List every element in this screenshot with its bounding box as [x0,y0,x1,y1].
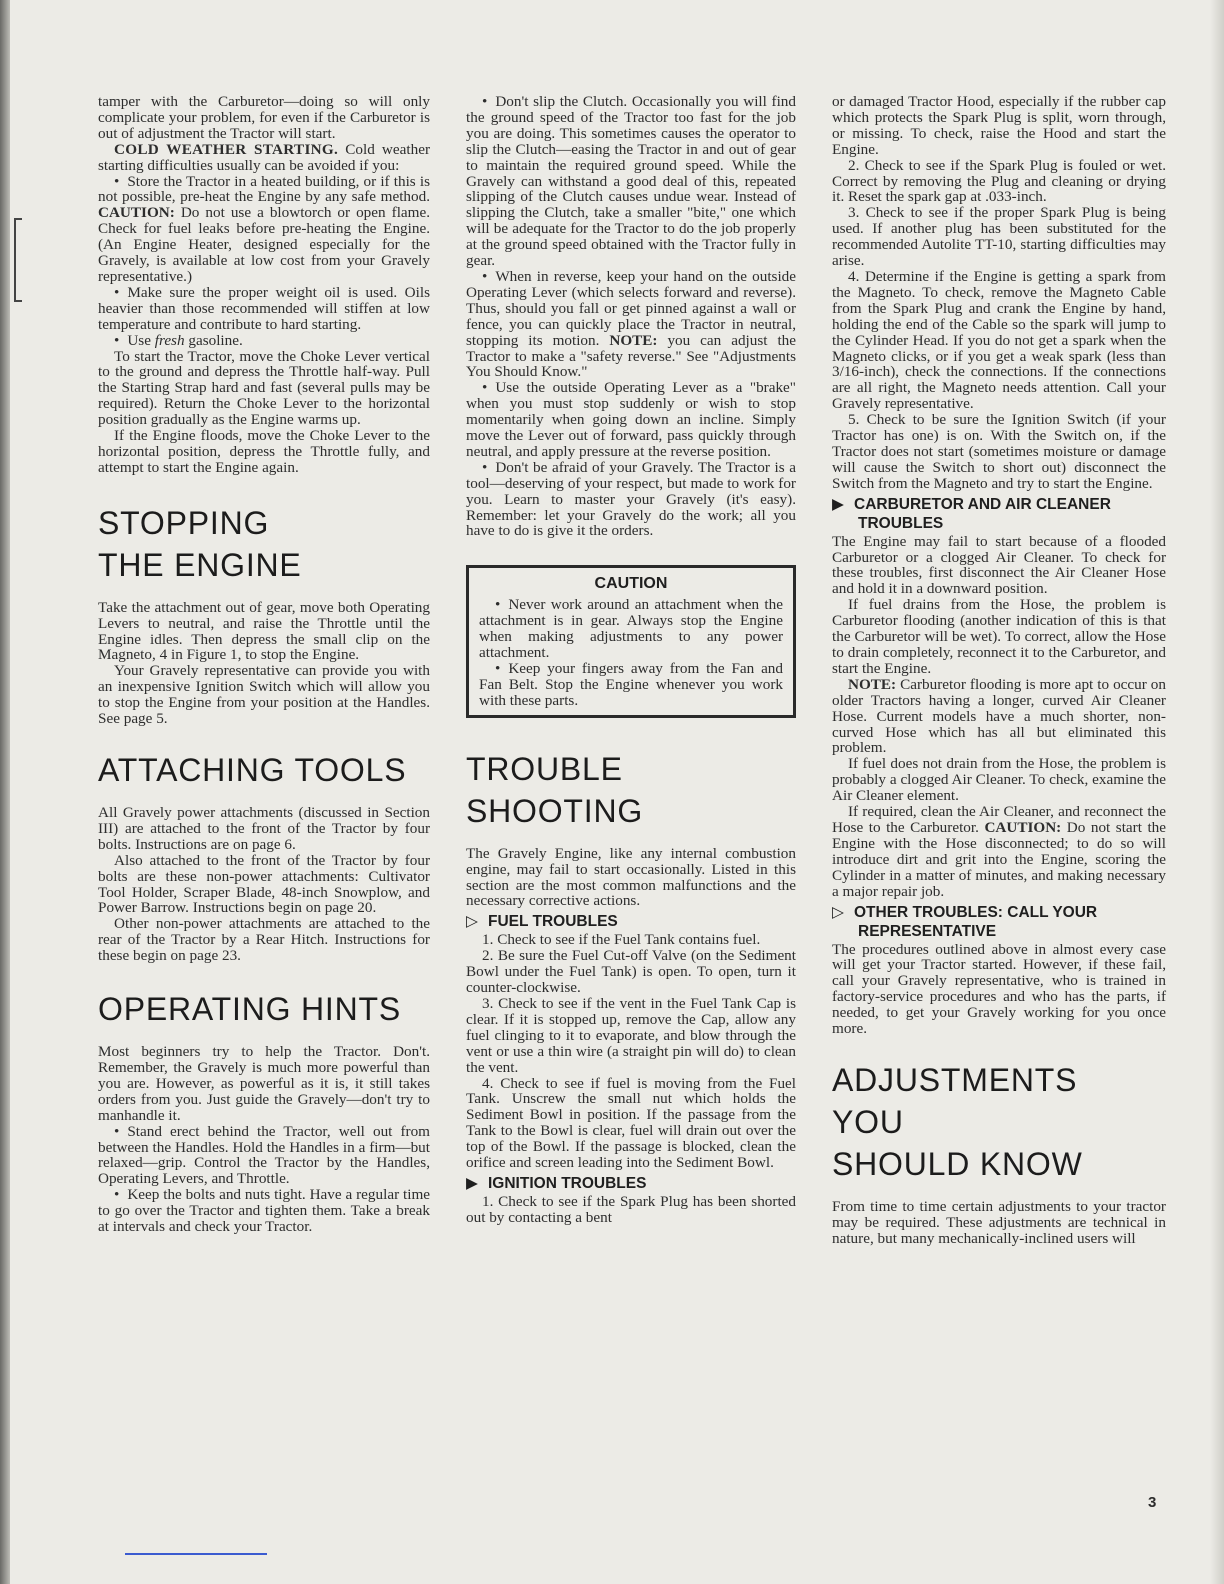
bullet-item: • Use the outside Operating Lever as a "brake" when you must stop suddenly or wish to stop momentarily when going down an incline. Simply move the Lever out of forward, pass quickly through neutral, and apply pressure at the reverse position. [466,379,796,460]
paragraph: or damaged Tractor Hood, especially if the rubber cap which protects the Spark Plug is split, worn through, or missing. To check, raise the Hood and start the Engine. [832,93,1166,158]
arrow-icon: ▷ [466,913,478,931]
caution-box [466,565,796,717]
list-item: 3. Check to see if the proper Spark Plug is being used. If another plug has been substituted for the recommended Autolite TT-10, starting difficulties may arise. [832,204,1166,270]
bottom-rule [125,1553,267,1555]
bullet-item: • When in reverse, keep your hand on the outside Operating Lever (which selects forward and reverse). Thus, should you fall or get pinned against a wall or fence, you can quickly place the Tractor in neutral, stopping its motion. NOTE: you can adjust the Tractor to make a "safety reverse." See "Adjustments You Should Know." [466,267,796,381]
section-heading-adjustments: ADJUSTMENTS YOU SHOULD KNOW [832,1061,1083,1182]
paragraph: Other non-power attachments are attached to the rear of the Tractor by a Rear Hitch. Instructions for these begin on page 23. [98,915,430,965]
paragraph: Your Gravely representative can provide you with an inexpensive Ignition Switch which will allow you to stop the Engine from your position at the Handles. See page 5. [98,662,430,728]
paragraph: If fuel drains from the Hose, the problem is Carburetor flooding (another indication of this is that the Carburetor will be wet). To correct, allow the Hose to drain completely, reconnect it to the Carburetor, and start the Engine. [832,596,1166,677]
list-item: 4. Check to see if fuel is moving from the Fuel Tank. Unscrew the small nut which holds the Sediment Bowl in position. If the passage from the Tank to the Bowl is clear, fuel will drain out over the top of the Bowl. If the passage is blocked, clean the orifice and screen leading into the Sediment Bowl. [466,1074,796,1172]
list-item: 5. Check to be sure the Ignition Switch (if your Tractor has one) is on. With the Switch on, if the Tractor does not start (sometimes moisture or damage will cause the Switch to short out) disconnect the Switch from the Magneto and try to start the Engine. [832,411,1166,492]
list-item: 4. Determine if the Engine is getting a spark from the Magneto. To check, remove the Magneto Cable from the Spark Plug and crank the Engine by hand, holding the end of the Cable so the spark will jump to the Cylinder Head. If you do not get a spark when the Magneto clicks, or if you get a weak spark (less than 3/16-inch), check the connections. If the connections are all right, the Magneto needs attention. Call your Gravely representative. [832,267,1166,413]
column-middle [466,94,796,1226]
bullet-item: • Don't be afraid of your Gravely. The Tractor is a tool—deserving of your respect, but made to work for you. Learn to master your Gravely (it's easy). Remember: let your Gravely do the work; all you have to do is give it the orders. [466,458,796,540]
paragraph: The procedures outlined above in almost every case will get your Tractor started. However, if these fail, call your Gravely representative, who is trained in factory-service procedures and who has the parts, if needed, to get your Gravely working for you once more. [832,940,1166,1038]
subheading-carburetor: ▶ CARBURETOR AND AIR CLEANER TROUBLES [832,495,1111,532]
list-item: 1. Check to see if the Spark Plug has been shorted out by contacting a bent [466,1192,796,1226]
bullet-item: • Make sure the proper weight oil is used. Oils heavier than those recommended will stiffen at low temperature and contribute to hard starting. [98,283,430,333]
inline-heading: COLD WEATHER STARTING. [114,140,339,158]
section-heading-trouble: TROUBLE SHOOTING [466,750,644,829]
bullet-item: • Keep the bolts and nuts tight. Have a regular time to go over the Tractor and tighten them. Take a break at intervals and check your Tractor. [98,1186,430,1236]
arrow-icon: ▷ [832,903,844,921]
subheading-fuel: ▷ FUEL TROUBLES [466,913,618,931]
page-edge-right [1210,0,1224,1584]
list-item: 1. Check to see if the Fuel Tank contains fuel. [482,931,761,949]
page-edge-shadow [0,0,10,1584]
section-heading-attaching: ATTACHING TOOLS [98,752,407,788]
paragraph: If fuel does not drain from the Hose, the problem is probably a clogged Air Cleaner. To check, examine the Air Cleaner element. [832,755,1166,805]
bullet-item: • Don't slip the Clutch. Occasionally you will find the ground speed of the Tractor too fast for the job you are doing. This sometimes causes the operator to slip the Clutch—easing the Tractor in and out of gear to maintain the required ground speed. While the Gravely can withstand a good deal of this, repeated slipping of the Clutch causes undue wear. Instead of slipping the Clutch, take a smaller "bite," one which will be adequate for the Tractor to do the job properly at the ground speed obtained with the Tractor fully in gear. [466,93,796,270]
bullet-item: • Use fresh gasoline. [114,331,243,349]
paragraph: NOTE: Carburetor flooding is more apt to occur on older Tractors having a longer, curved Air Cleaner Hose. Current models have a much shorter, non-curved Hose which has all but eliminated this problem. [832,675,1166,757]
list-item: 2. Check to see if the Spark Plug is fouled or wet. Correct by removing the Plug and cleaning or drying it. Reset the spark gap at .033-inch. [832,156,1166,206]
column-left [98,94,430,1235]
subheading-other: ▷ OTHER TROUBLES: CALL YOUR REPRESENTATIVE [832,903,1098,940]
paragraph: Also attached to the front of the Tractor by four bolts are these non-power attachments: Cultivator Tool Holder, Scraper Blade, 48-inch Snowplow, and Power Barrow. Instructions begin on page 20. [98,851,430,917]
column-right [832,94,1166,1247]
bullet-item: • Never work around an attachment when the attachment is in gear. Always stop the Engine when making adjustments to any power attachment. [479,596,783,662]
section-heading-stopping: STOPPING THE ENGINE [98,504,302,583]
paragraph: Take the attachment out of gear, move both Operating Levers to neutral, and raise the Throttle until the Engine idles. Then depress the small clip on the Magneto, 4 in Figure 1, to stop the Engine. [98,598,430,664]
paragraph: From time to time certain adjustments to your tractor may be required. These adjustments are technical in nature, but many mechanically-inclined users will [832,1197,1166,1247]
paragraph: If the Engine floods, move the Choke Lever to the horizontal position, depress the Throttle fully, and attempt to start the Engine again. [98,427,430,476]
paragraph: The Engine may fail to start because of a flooded Carburetor or a clogged Air Cleaner. To check for these troubles, first disconnect the Air Cleaner Hose and hold it in a downward position. [832,532,1166,598]
bullet-item: • Store the Tractor in a heated building, or if this is not possible, pre-heat the Engine by any safe method. CAUTION: Do not use a blowtorch or open flame. Check for fuel leaks before pre-heating the Engine. (An Engine Heater, designed especially for the Gravely, is available at low cost from your Gravely representative.) [98,172,430,285]
page-number: 3 [1148,1494,1157,1511]
paragraph: To start the Tractor, move the Choke Lever vertical to the ground and depress the Throttle half-way. Pull the Starting Strap hard and fast (several pulls may be required). Return the Choke Lever to the horizontal position gradually as the Engine warms up. [98,347,430,429]
list-item: 2. Be sure the Fuel Cut-off Valve (on the Sediment Bowl under the Fuel Tank) is open. To open, turn it counter-clockwise. [466,947,796,997]
bullet-item: • Keep your fingers away from the Fan and Fan Belt. Stop the Engine whenever you work with these parts. [479,660,783,709]
paragraph: Most beginners try to help the Tractor. Don't. Remember, the Gravely is much more powerful than you are. However, as powerful as it is, it still takes orders from you. Just guide the Gravely—don't try to manhandle it. [98,1043,430,1124]
bullet-item: • Stand erect behind the Tractor, well out from between the Handles. Hold the Handles in a firm—but relaxed—grip. Control the Tractor by the Handles, Operating Levers, and Throttle. [98,1122,430,1188]
paragraph-cold-weather: COLD WEATHER STARTING. Cold weather starting difficulties usually can be avoided if you: [98,140,430,174]
section-heading-hints: OPERATING HINTS [98,991,401,1028]
caution-title: CAUTION [594,575,668,593]
paragraph: If required, clean the Air Cleaner, and reconnect the Hose to the Carburetor. CAUTION: Do not start the Engine with the Hose disconnected; to do so will introduce dirt and grit into the Engine, scoring the Cylinder in a matter of minutes, and making necessary a major repair job. [832,803,1167,900]
paragraph: tamper with the Carburetor—doing so will only complicate your problem, for even if the Carburetor is out of adjustment the Tractor will start. [98,93,430,142]
arrow-icon: ▶ [832,495,844,513]
subheading-ignition: ▶ IGNITION TROUBLES [466,1174,647,1192]
arrow-icon: ▶ [466,1174,478,1192]
paragraph: All Gravely power attachments (discussed in Section III) are attached to the front of the Tractor by four bolts. Instructions are on page 6. [98,804,430,853]
paragraph: The Gravely Engine, like any internal combustion engine, may fail to start occasionally. Listed in this section are the most common malfunctions and the necessary corrective actions. [466,844,796,910]
margin-mark [14,218,22,302]
list-item: 3. Check to see if the vent in the Fuel Tank Cap is clear. If it is stopped up, remove the Cap, allow any fuel clinging to it to evaporate, and blow through the vent or use a thin wire (a straight pin will do) to clean the vent. [466,994,796,1076]
